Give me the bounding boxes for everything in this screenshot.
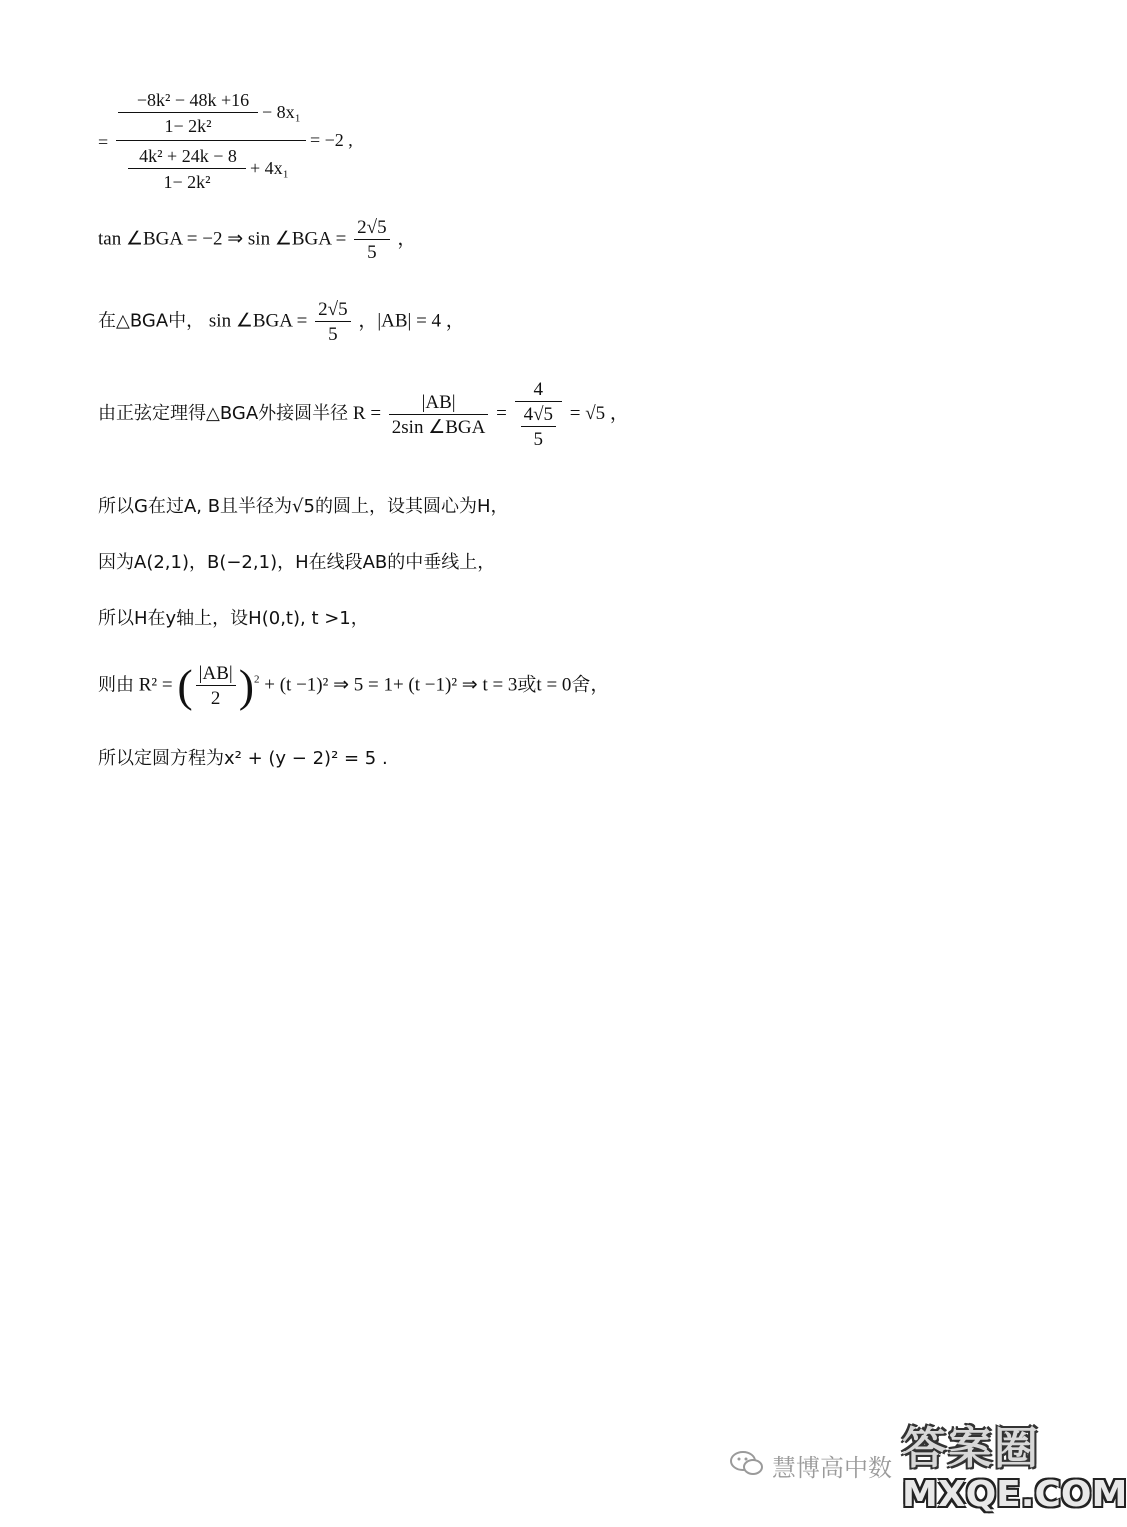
watermark-url: MXQE.COM bbox=[902, 1474, 1127, 1515]
fraction-bar bbox=[128, 168, 246, 169]
text-line: 所以H在y轴上，设H(0,t), t >1， bbox=[98, 608, 369, 629]
equation-tan bbox=[98, 218, 416, 262]
left-paren: ( bbox=[177, 660, 193, 711]
numerator-top: −8k² − 48k +16 bbox=[136, 90, 250, 110]
fraction-numerator: 4√5 bbox=[521, 405, 556, 427]
equation-left: tan ∠BGA = −2 ⇒ sin ∠BGA = bbox=[98, 228, 347, 250]
text-line: 所以G在过A, B且半径为√5的圆上，设其圆心为H， bbox=[98, 496, 509, 517]
denominator-tail: + 4x₁ bbox=[250, 158, 289, 178]
main-fraction-bar bbox=[116, 140, 306, 141]
equation-tail: ，|AB| = 4 ， bbox=[358, 310, 465, 332]
equals-sign: = bbox=[98, 132, 109, 152]
fraction-denominator: 2sin ∠BGA bbox=[391, 416, 486, 438]
fraction-result: = −2 , bbox=[310, 130, 353, 150]
numerator-bottom: 1− 2k² bbox=[164, 116, 212, 136]
equation-tail: = √5 ， bbox=[569, 402, 629, 424]
equation-sine-rule bbox=[98, 380, 629, 449]
denominator-top: 4k² + 24k − 8 bbox=[139, 146, 237, 166]
numerator-tail: − 8x₁ bbox=[262, 102, 301, 122]
watermark-text: 慧博高中数 bbox=[772, 1454, 892, 1482]
fraction-numerator: 2√5 bbox=[354, 218, 389, 240]
watermark-logo: 答案圈 bbox=[902, 1423, 1040, 1474]
equation-mid: sin ∠BGA = bbox=[208, 310, 308, 332]
equation-radius bbox=[98, 660, 610, 711]
fraction-denominator: 5 bbox=[367, 242, 377, 263]
text-line: 所以定圆方程为x² + (y − 2)² = 5 . bbox=[98, 748, 388, 769]
fraction bbox=[315, 300, 350, 344]
equation-lhs: R² = bbox=[138, 674, 173, 696]
equation-tail: ， bbox=[397, 228, 417, 250]
fraction bbox=[389, 393, 489, 437]
wechat-icon bbox=[730, 1450, 764, 1476]
text-prefix: 在△BGA中， bbox=[98, 310, 205, 332]
fraction-denominator: 5 bbox=[533, 429, 544, 450]
fraction-bar bbox=[118, 112, 258, 113]
right-paren: ) bbox=[238, 660, 255, 711]
fraction-numerator: |AB| bbox=[389, 393, 489, 415]
fraction-denominator: 5 bbox=[328, 324, 338, 345]
text-prefix: 则由 bbox=[98, 674, 134, 696]
inner-fraction bbox=[521, 405, 556, 449]
fraction bbox=[196, 664, 236, 708]
equals-sign: = bbox=[496, 402, 507, 424]
watermark bbox=[730, 1412, 1127, 1522]
nested-fraction bbox=[515, 380, 562, 449]
equation-tail: + (t −1)² ⇒ 5 = 1+ (t −1)² ⇒ t = 3或t = 0舍， bbox=[264, 674, 610, 696]
fraction-numerator: 4 bbox=[515, 380, 562, 402]
equation-triangle bbox=[98, 300, 465, 344]
text-line: 因为A(2,1)，B(−2,1)，H在线段AB的中垂线上， bbox=[98, 552, 496, 573]
exponent: 2 bbox=[254, 673, 260, 686]
equation-lhs: R = bbox=[352, 402, 382, 424]
fraction-numerator: 2√5 bbox=[315, 300, 350, 322]
text-prefix: 由正弦定理得△BGA外接圆半径 bbox=[98, 402, 349, 424]
compound-fraction bbox=[98, 86, 378, 196]
fraction-denominator: 2 bbox=[210, 688, 221, 709]
fraction-denominator bbox=[515, 402, 562, 449]
fraction-numerator: |AB| bbox=[196, 664, 236, 686]
fraction bbox=[354, 218, 389, 262]
denominator-bottom: 1− 2k² bbox=[163, 172, 211, 192]
